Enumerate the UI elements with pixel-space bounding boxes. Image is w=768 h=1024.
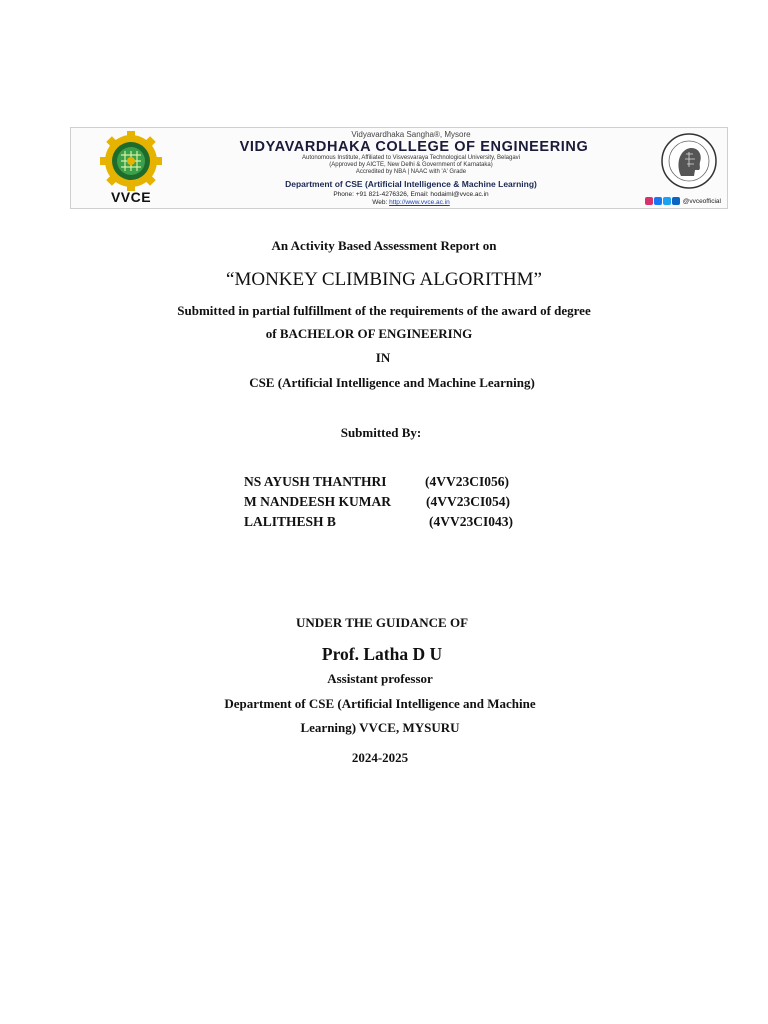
facebook-icon[interactable] bbox=[654, 197, 662, 205]
twitter-icon[interactable] bbox=[663, 197, 671, 205]
guide-department-line-2: Learning) VVCE, MYSURU bbox=[300, 720, 460, 735]
college-logo bbox=[81, 131, 181, 207]
student-list bbox=[244, 474, 564, 534]
guide-designation: Assistant professor bbox=[327, 671, 433, 686]
guidance-heading: UNDER THE GUIDANCE OF bbox=[295, 615, 469, 630]
report-intro: An Activity Based Assessment Report on bbox=[271, 238, 497, 253]
sangha-text: Vidyavardhaka Sangha®, Mysore bbox=[351, 130, 471, 139]
guide-name: Prof. Latha D U bbox=[321, 644, 443, 664]
student-name: NS AYUSH THANTHRI bbox=[244, 474, 387, 489]
student-usn: (4VV23CI054) bbox=[426, 494, 510, 509]
degree-line: of BACHELOR OF ENGINEERING bbox=[265, 326, 473, 341]
social-handle: @vvceofficial bbox=[682, 197, 721, 205]
student-row bbox=[244, 474, 564, 494]
student-usn: (4VV23CI043) bbox=[429, 514, 513, 529]
student-row bbox=[244, 494, 564, 514]
student-name: M NANDEESH KUMAR bbox=[244, 494, 391, 509]
submitted-by-label: Submitted By: bbox=[340, 425, 422, 440]
web-link[interactable]: http://www.vvce.ac.in bbox=[389, 199, 450, 206]
student-row bbox=[244, 514, 564, 534]
instagram-icon[interactable] bbox=[645, 197, 653, 205]
branch-line: CSE (Artificial Intelligence and Machine Learning) bbox=[249, 375, 535, 390]
student-name: LALITHESH B bbox=[244, 514, 336, 529]
accreditation-line: Accredited by NBA | NAAC with 'A' Grade bbox=[355, 169, 467, 175]
affiliation-line-1: Autonomous Institute, Affiliated to Visvesvaraya Technological University, Belagavi bbox=[301, 155, 520, 161]
college-name: VIDYAVARDHAKA COLLEGE OF ENGINEERING bbox=[239, 139, 589, 155]
guide-department-line-1: Department of CSE (Artificial Intelligence and Machine bbox=[224, 696, 536, 711]
logo-abbreviation: VVCE bbox=[110, 189, 152, 205]
academic-year: 2024-2025 bbox=[351, 750, 409, 765]
student-usn: (4VV23CI056) bbox=[425, 474, 509, 489]
ai-ml-emblem bbox=[659, 132, 719, 190]
submission-line: Submitted in partial fulfillment of the requirements of the award of degree bbox=[177, 303, 591, 318]
web-line bbox=[191, 199, 631, 206]
contact-line: Phone: +91 821-4276326, Email: hodaiml@vvce.ac.in bbox=[333, 191, 489, 198]
ai-head-emblem-icon bbox=[659, 132, 719, 190]
department-line: Department of CSE (Artificial Intelligence & Machine Learning) bbox=[285, 179, 537, 189]
college-header-banner bbox=[70, 127, 728, 209]
social-icons bbox=[645, 196, 721, 206]
report-title: “MONKEY CLIMBING ALGORITHM” bbox=[226, 269, 542, 290]
gear-logo-icon bbox=[81, 131, 181, 191]
linkedin-icon[interactable] bbox=[672, 197, 680, 205]
affiliation-line-2: (Approved by AICTE, New Delhi & Government of Karnataka) bbox=[329, 162, 493, 168]
web-label: Web: bbox=[372, 199, 388, 206]
in-label: IN bbox=[375, 350, 391, 365]
